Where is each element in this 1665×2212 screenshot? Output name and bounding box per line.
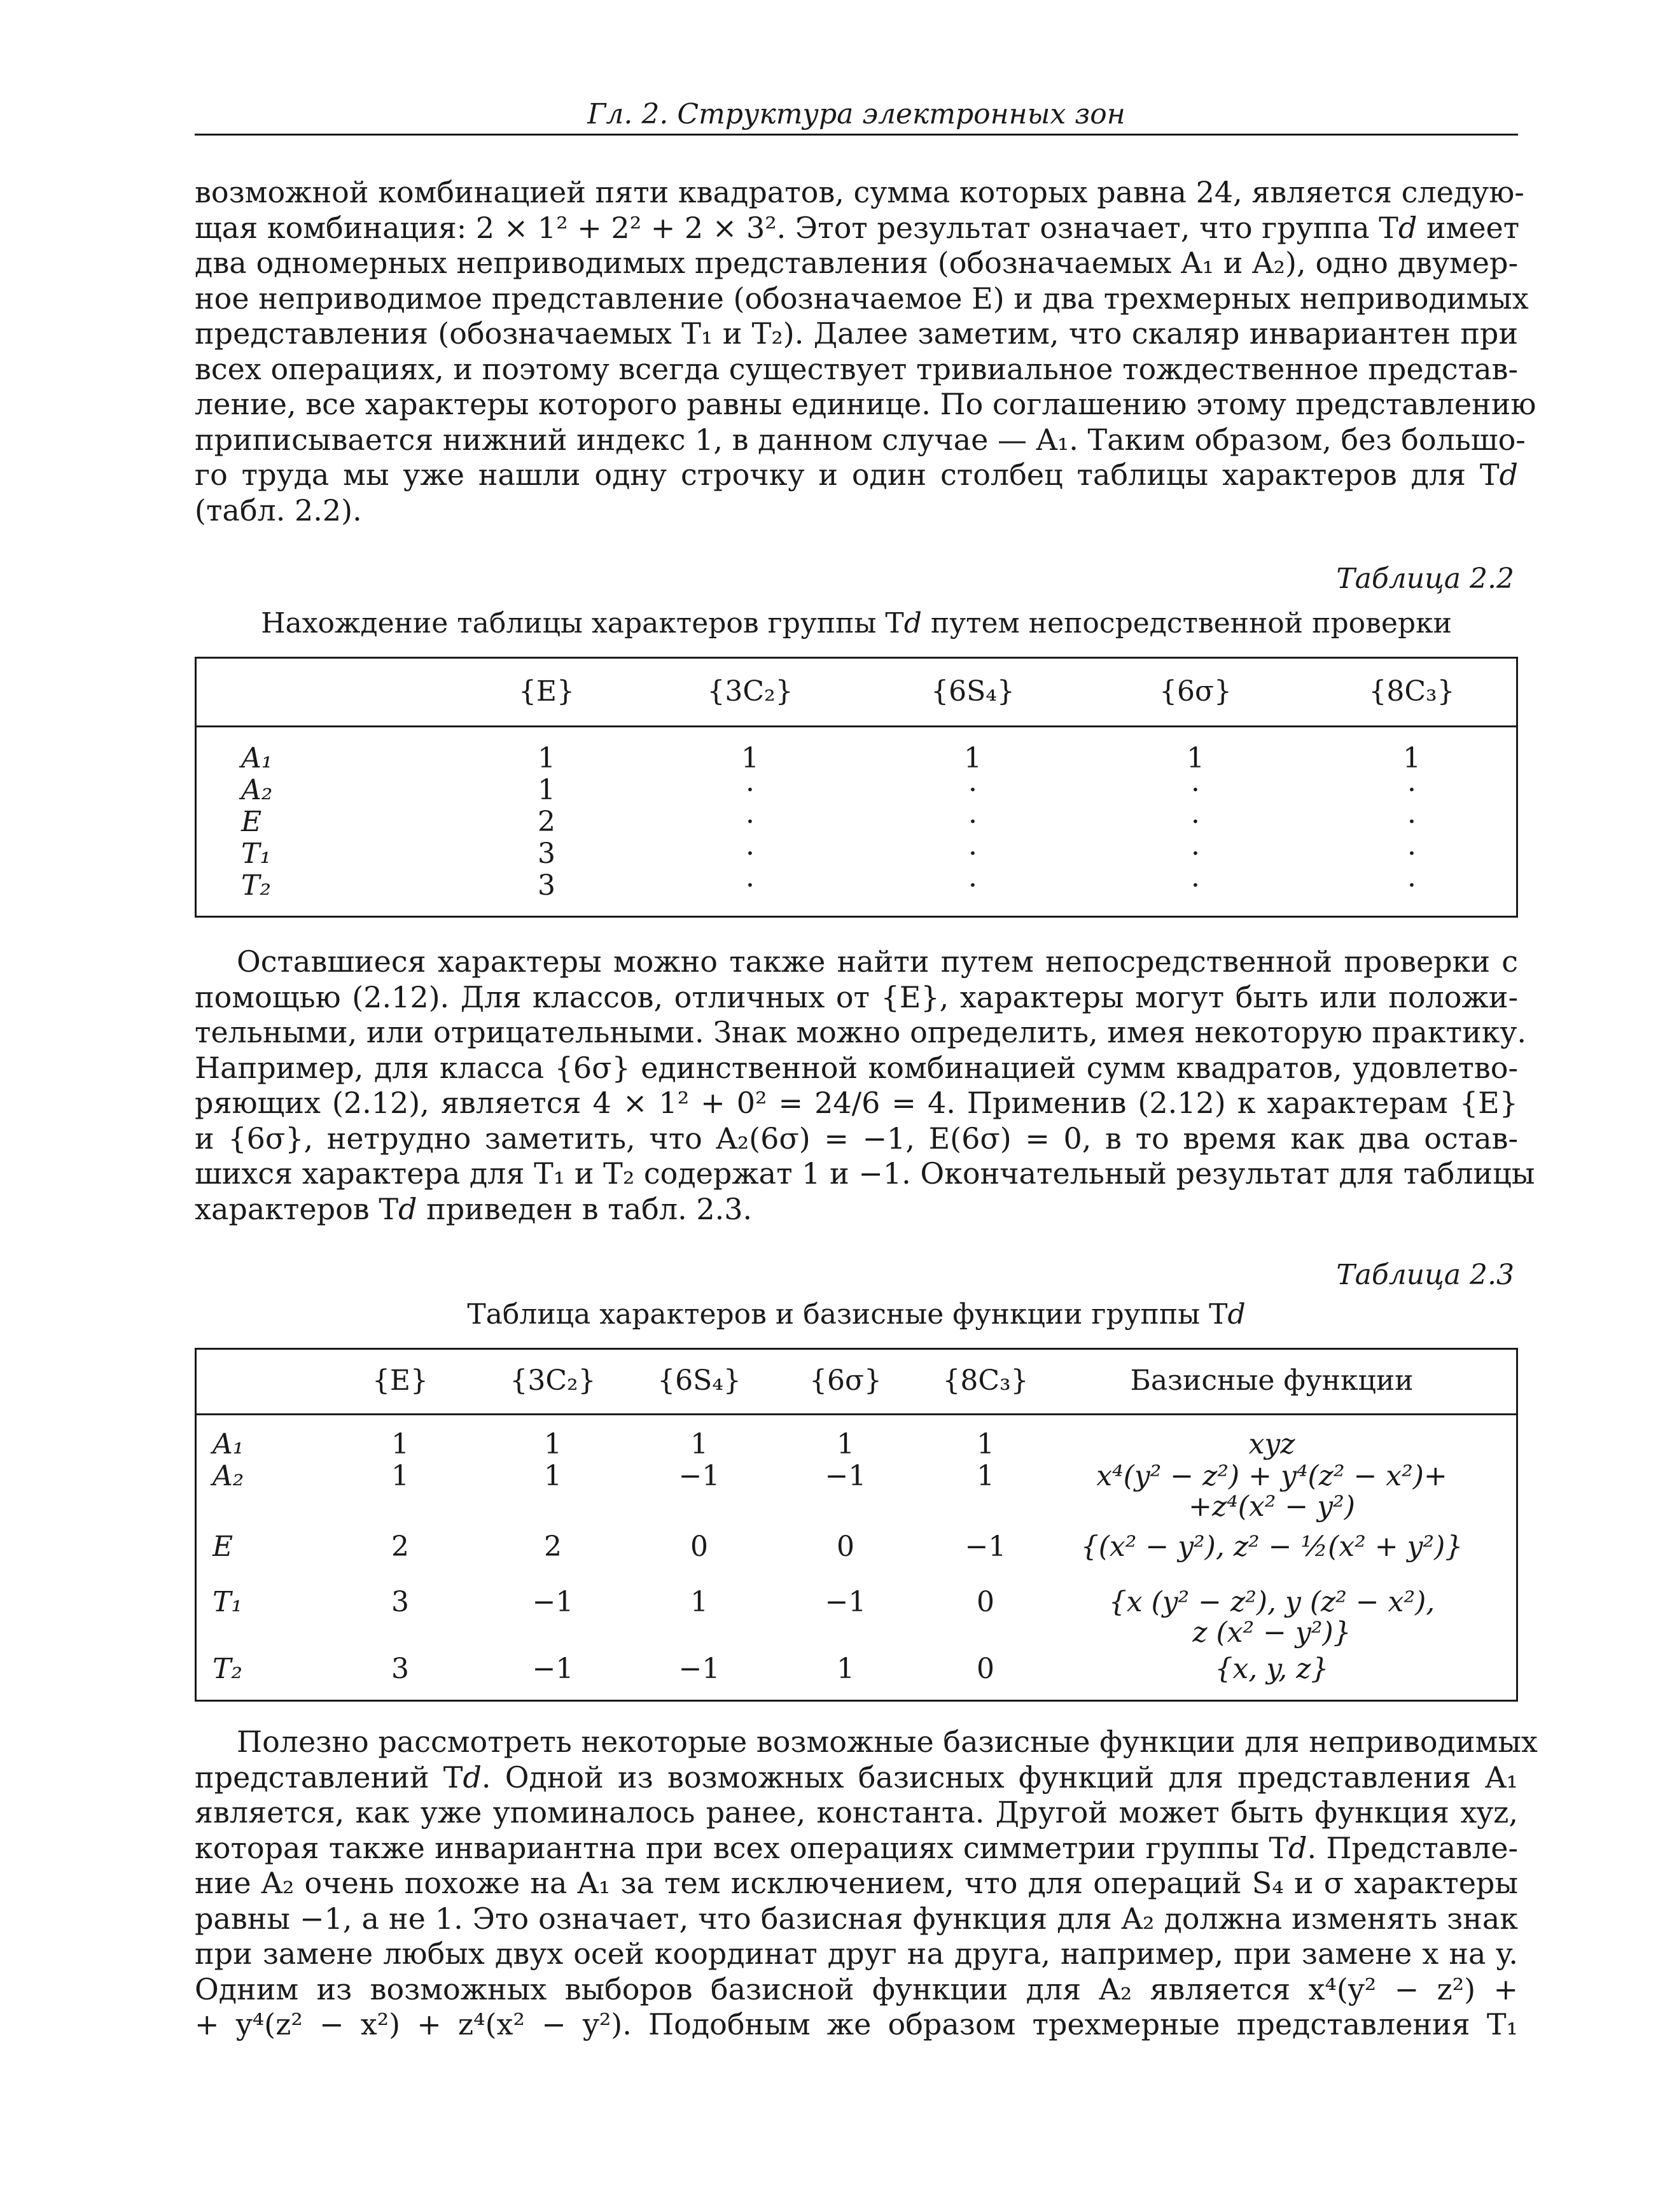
table-cell: 1 xyxy=(538,774,555,806)
col-header-6S4: {6S₄} xyxy=(657,1364,741,1397)
text-line: помощью (2.12). Для классов, отличных от {E}, характеры могут быть или положи- xyxy=(195,979,1518,1014)
table-2-2 xyxy=(195,657,1518,918)
col-header-E: {E} xyxy=(518,675,575,708)
text-line: ное неприводимое представление (обозначаемое E) и два трехмерных неприводимых xyxy=(195,281,1529,316)
table-cell: · xyxy=(1191,837,1200,870)
table-2-2-title: Нахождение таблицы характеров группы T𝑑 путем непосредственной проверки xyxy=(261,607,1452,640)
table-cell: 2 xyxy=(544,1530,562,1563)
text-line: представления (обозначаемых T₁ и T₂). Далее заметим, что скаляр инвариантен при xyxy=(195,316,1518,351)
table-cell: 3 xyxy=(391,1586,409,1618)
table-cell: 3 xyxy=(538,869,555,902)
basis-function: {(x² − y²), z² − ½(x² + y²)} xyxy=(1080,1530,1463,1563)
table-cell: · xyxy=(746,869,755,902)
text-line: ние A₂ очень похоже на A₁ за тем исключением, что для операций S₄ и σ характеры xyxy=(195,1866,1518,1900)
paragraph-1 xyxy=(195,175,1536,528)
table-cell: 1 xyxy=(977,1460,994,1492)
table-cell: 0 xyxy=(690,1530,708,1563)
table-2-3-number: Таблица 2.3 xyxy=(1336,1259,1514,1291)
table-cell: 1 xyxy=(741,742,759,774)
text-line: шихся характера для T₁ и T₂ содержат 1 и −1. Окончательный результат для таблицы xyxy=(195,1156,1535,1191)
table-cell: −1 xyxy=(678,1653,720,1685)
text-line: представлений T𝑑. Одной из возможных базисных функций для представления A₁ xyxy=(195,1760,1518,1795)
table-cell: 1 xyxy=(1403,742,1421,774)
table-cell: · xyxy=(968,837,977,870)
table-cell: 1 xyxy=(977,1428,994,1460)
table-cell: 0 xyxy=(837,1530,854,1563)
col-header-6S4: {6S₄} xyxy=(931,675,1015,708)
text-line: Например, для класса {6σ} единственной комбинацией сумм квадратов, удовлетво- xyxy=(195,1050,1518,1085)
table-cell: −1 xyxy=(825,1460,867,1492)
text-line: которая также инвариантна при всех операциях симметрии группы T𝑑. Представле- xyxy=(195,1830,1518,1865)
text-line: характеров T𝑑 приведен в табл. 2.3. xyxy=(195,1191,753,1226)
basis-function: {x (y² − z²), y (z² − x²), xyxy=(1108,1586,1435,1618)
table-cell: 2 xyxy=(538,806,555,838)
text-line: ряющих (2.12), является 4 × 1² + 0² = 24/6 = 4. Применив (2.12) к характерам {E} xyxy=(195,1086,1518,1120)
table-cell: · xyxy=(746,806,755,838)
table-cell: · xyxy=(1407,869,1416,902)
text-line: ление, все характеры которого равны единице. По соглашению этому представлению xyxy=(195,387,1536,421)
row-label-T2: T₂ xyxy=(212,1653,242,1685)
table-cell: · xyxy=(968,806,977,838)
text-line: является, как уже упоминалось ранее, константа. Другой может быть функция xyz, xyxy=(195,1795,1518,1830)
col-header-8C3: {8C₃} xyxy=(942,1364,1029,1397)
basis-function: x⁴(y² − z²) + y⁴(z² − x²)+ xyxy=(1096,1460,1447,1492)
table-cell: 0 xyxy=(977,1653,994,1685)
table-cell: · xyxy=(746,774,755,806)
running-head: Гл. 2. Структура электронных зон xyxy=(587,98,1125,130)
row-label-A1: A₁ xyxy=(241,742,273,774)
text-line: тельными, или отрицательными. Знак можно определить, имея некоторую практику. xyxy=(195,1015,1527,1049)
table-cell: · xyxy=(968,774,977,806)
text-line: всех операциях, и поэтому всегда существует тривиальное тождественное представ- xyxy=(195,351,1518,386)
table-cell: 1 xyxy=(690,1586,708,1618)
basis-function-cont: +z⁴(x² − y²) xyxy=(1188,1490,1355,1523)
table-cell: 0 xyxy=(977,1586,994,1618)
table-header-rule xyxy=(197,1413,1516,1415)
table-cell: 1 xyxy=(391,1428,409,1460)
table-cell: 1 xyxy=(690,1428,708,1460)
table-cell: 1 xyxy=(964,742,982,774)
table-cell: · xyxy=(968,869,977,902)
row-label-E: E xyxy=(241,806,262,838)
text-line: приписывается нижний индекс 1, в данном случае — A₁. Таким образом, без большо- xyxy=(195,422,1526,457)
row-label-T2: T₂ xyxy=(241,869,271,902)
table-cell: −1 xyxy=(532,1653,574,1685)
table-cell: 1 xyxy=(538,742,555,774)
table-cell: · xyxy=(1407,806,1416,838)
table-cell: 3 xyxy=(391,1653,409,1685)
row-label-A2: A₂ xyxy=(212,1460,244,1492)
header-rule xyxy=(195,134,1518,136)
table-cell: −1 xyxy=(532,1586,574,1618)
text-line: Полезно рассмотреть некоторые возможные базисные функции для неприводимых xyxy=(237,1725,1538,1759)
text-line: (табл. 2.2). xyxy=(195,493,362,528)
table-cell: −1 xyxy=(825,1586,867,1618)
table-header-rule xyxy=(197,725,1516,727)
table-cell: 1 xyxy=(544,1428,562,1460)
table-cell: · xyxy=(1407,837,1416,870)
basis-function-cont: z (x² − y²)} xyxy=(1192,1616,1351,1649)
text-line: Одним из возможных выборов базисной функции для A₂ является x⁴(y² − z²) + xyxy=(195,1971,1518,2006)
table-cell: 3 xyxy=(538,837,555,870)
row-label-E: E xyxy=(212,1530,233,1563)
text-line: возможной комбинацией пяти квадратов, сумма которых равна 24, является следую- xyxy=(195,175,1524,209)
basis-function: {x, y, z} xyxy=(1215,1653,1329,1685)
text-line: щая комбинация: 2 × 1² + 2² + 2 × 3². Этот результат означает, что группа T𝑑 имеет xyxy=(195,210,1520,245)
table-cell: 1 xyxy=(1187,742,1204,774)
text-line: + y⁴(z² − x²) + z⁴(x² − y²). Подобным же образом трехмерные представления T₁ xyxy=(195,2007,1518,2041)
table-2-2-number: Таблица 2.2 xyxy=(1336,563,1514,595)
row-label-A1: A₁ xyxy=(212,1428,244,1460)
table-cell: 1 xyxy=(544,1460,562,1492)
table-cell: · xyxy=(1191,869,1200,902)
col-header-6sigma: {6σ} xyxy=(1159,675,1232,708)
col-header-3C2: {3C₂} xyxy=(510,1364,596,1397)
table-cell: −1 xyxy=(965,1530,1007,1563)
col-header-basis: Базисные функции xyxy=(1130,1364,1414,1397)
col-header-6sigma: {6σ} xyxy=(809,1364,882,1397)
table-2-3 xyxy=(195,1348,1518,1702)
text-line: и {6σ}, нетрудно заметить, что A₂(6σ) = −1, E(6σ) = 0, в то время как два остав- xyxy=(195,1121,1518,1156)
table-cell: · xyxy=(1407,774,1416,806)
table-cell: 1 xyxy=(391,1460,409,1492)
text-line: равны −1, а не 1. Это означает, что базисная функция для A₂ должна изменять знак xyxy=(195,1901,1518,1936)
text-line: при замене любых двух осей координат друг на друга, например, при замене x на y. xyxy=(195,1936,1518,1971)
text-line: го труда мы уже нашли одну строчку и один столбец таблицы характеров для T𝑑 xyxy=(195,458,1518,492)
table-2-3-title: Таблица характеров и базисные функции группы T𝑑 xyxy=(467,1298,1246,1331)
col-header-3C2: {3C₂} xyxy=(707,675,793,708)
table-cell: · xyxy=(1191,774,1200,806)
col-header-E: {E} xyxy=(372,1364,429,1397)
col-header-8C3: {8C₃} xyxy=(1369,675,1455,708)
paragraph-3 xyxy=(195,1725,1538,2043)
row-label-A2: A₂ xyxy=(241,774,273,806)
table-cell: 1 xyxy=(837,1428,854,1460)
table-cell: 2 xyxy=(391,1530,409,1563)
table-cell: · xyxy=(1191,806,1200,838)
row-label-T1: T₁ xyxy=(212,1586,242,1618)
table-cell: −1 xyxy=(678,1460,720,1492)
paragraph-2 xyxy=(195,944,1535,1227)
table-cell: · xyxy=(746,837,755,870)
table-cell: 1 xyxy=(837,1653,854,1685)
text-line: Оставшиеся характеры можно также найти путем непосредственной проверки с xyxy=(237,944,1518,979)
text-line: два одномерных неприводимых представления (обозначаемых A₁ и A₂), одно двумер- xyxy=(195,246,1518,280)
basis-function: xyz xyxy=(1248,1428,1295,1460)
row-label-T1: T₁ xyxy=(241,837,271,870)
